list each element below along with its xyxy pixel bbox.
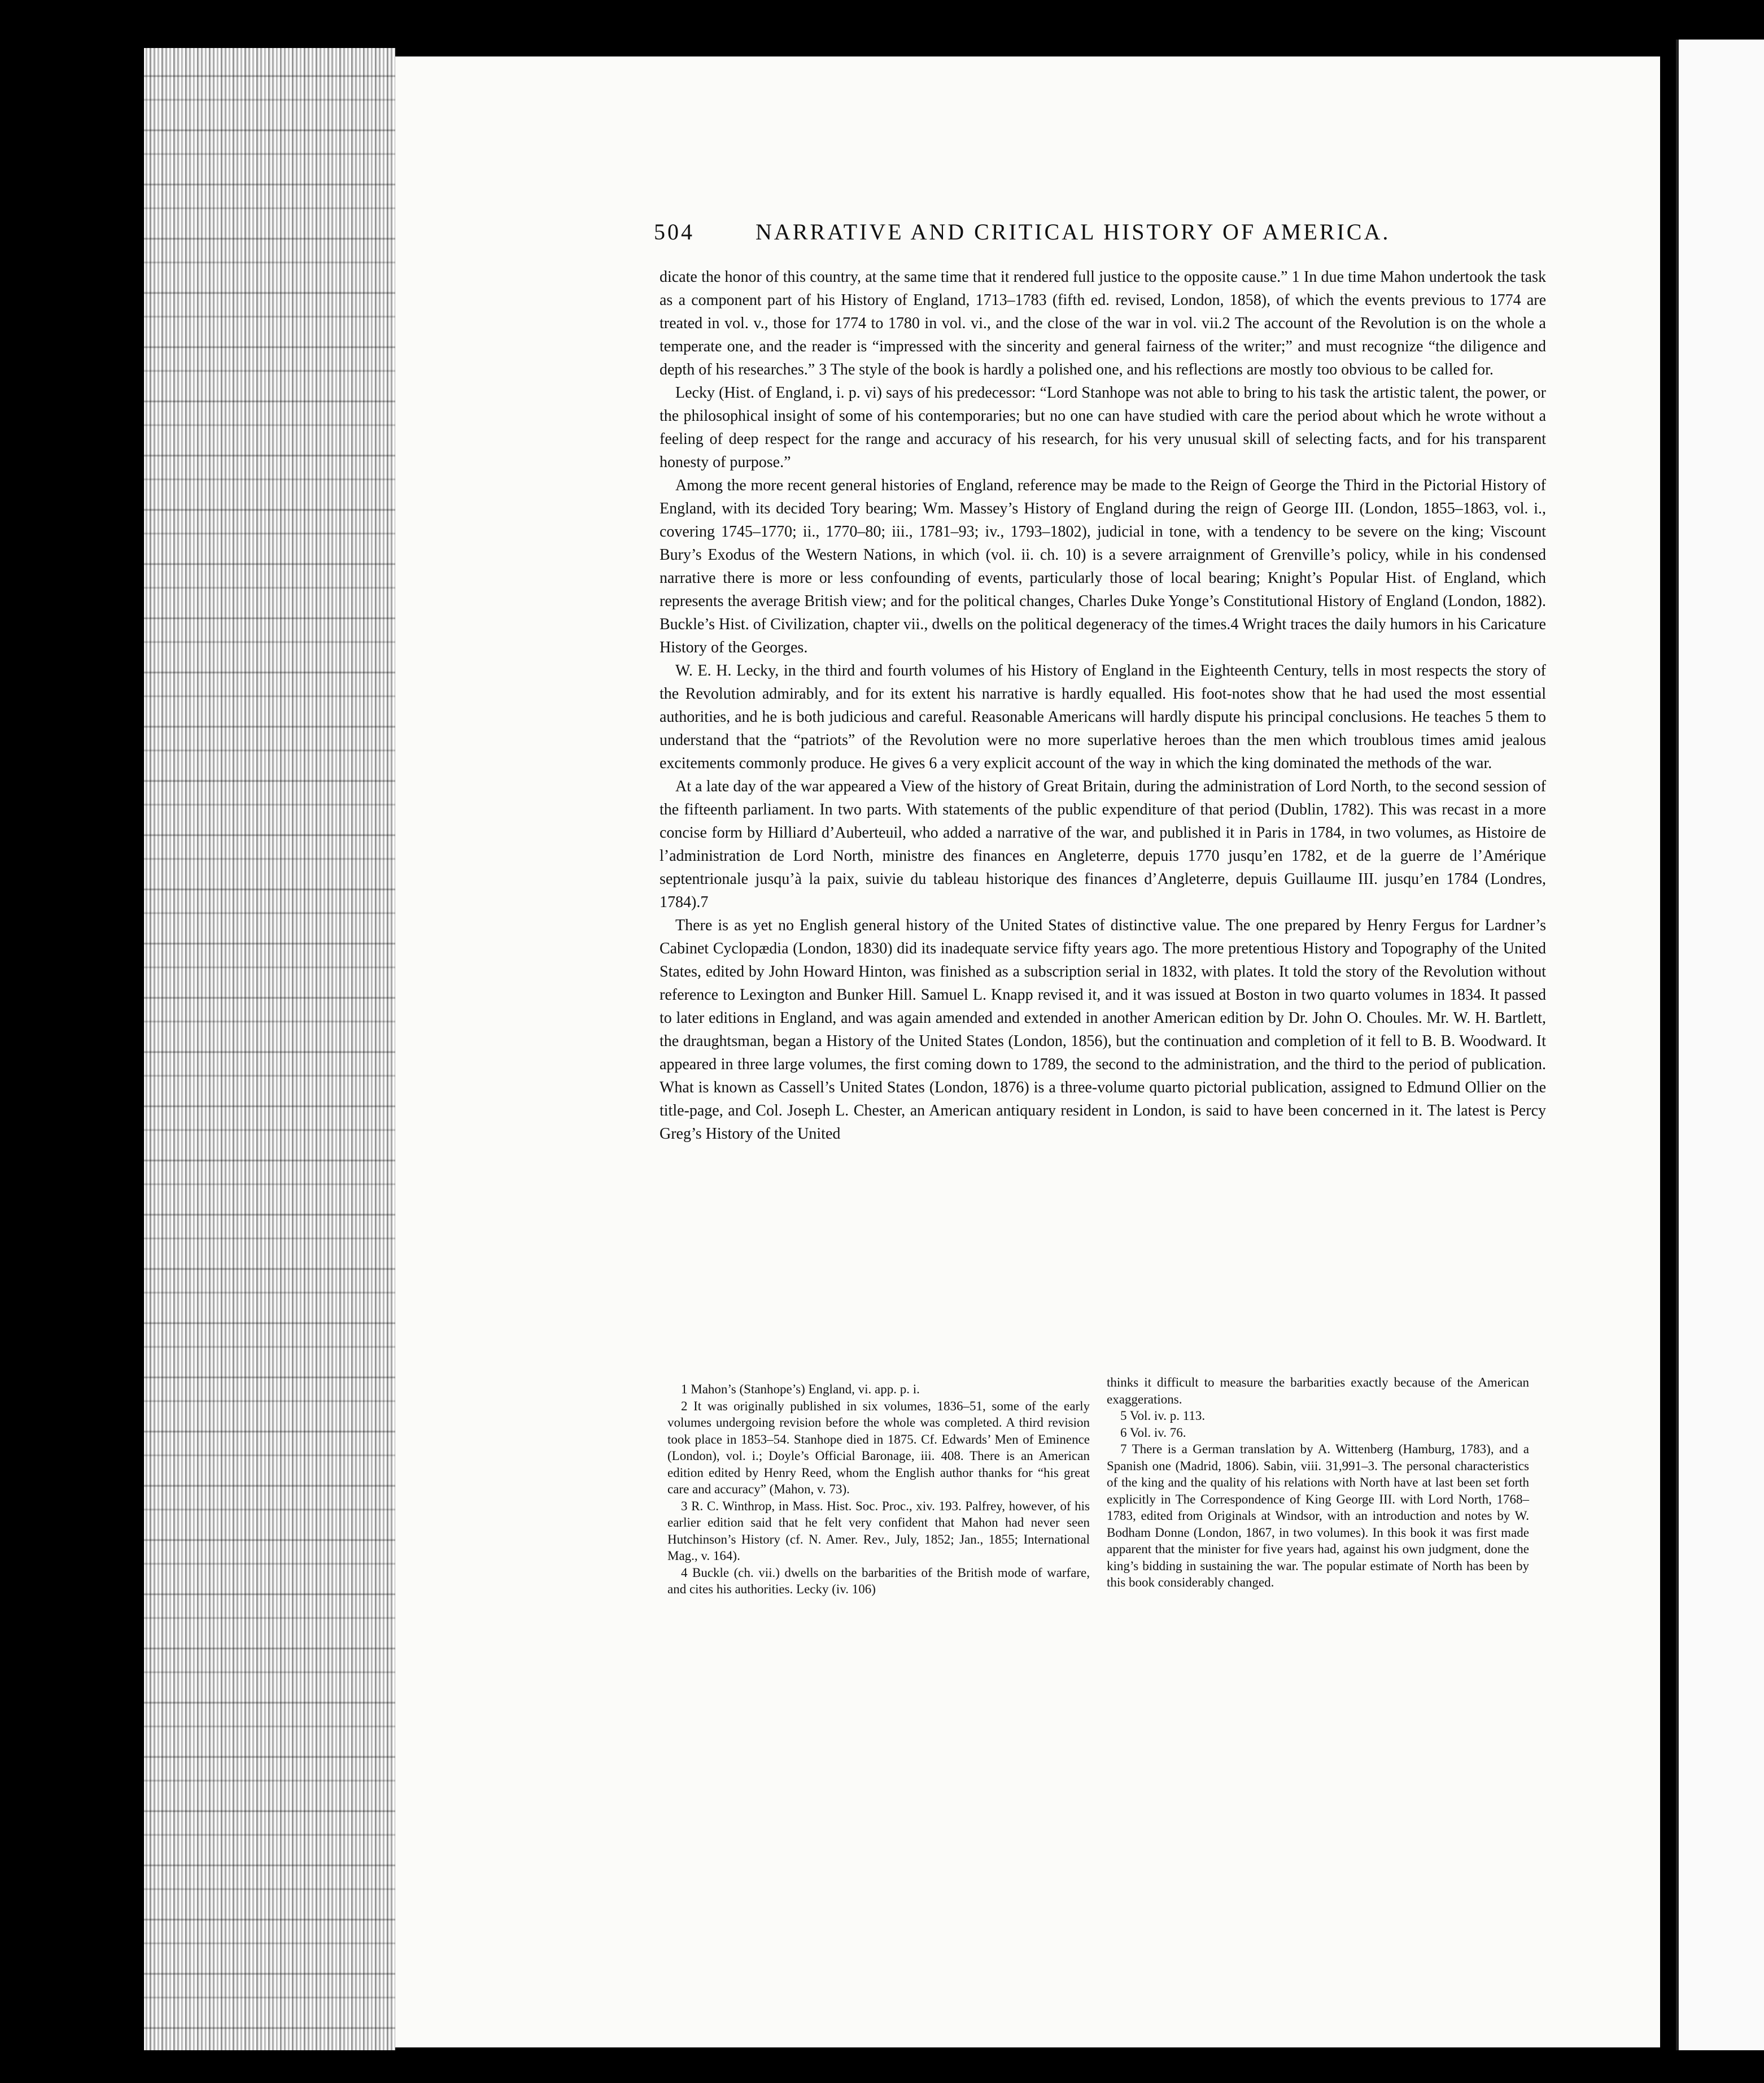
book-page-edges — [144, 48, 395, 2050]
footnote: 4 Buckle (ch. vii.) dwells on the barbarities of the British mode of warfare, and cites his authorities. Lecky (iv. 106) — [667, 1565, 1090, 1596]
footnote: 3 R. C. Winthrop, in Mass. Hist. Soc. Proc., xiv. 193. Palfrey, however, of his earlier edition said that he felt very confident that Mahon had never seen Hutchinson’s History (cf. N. Amer. Rev., July, 1852; Jan., 1855; International Mag., v. 164). — [667, 1498, 1090, 1563]
footnote: 7 There is a German translation by A. Wittenberg (Hamburg, 1783), and a Spanish one (Madrid, 1806). Sabin, viii. 31,991–3. The personal characteristics of the king and the quality of his relations with North have at last been set forth explicitly in The Correspondence of King George III. with Lord North, 1768–1783, edited from Originals at Windsor, with an introduction and notes by W. Bodham Donne (London, 1867, in two volumes). In this book it was first made apparent that the minister for five years had, against his own judgment, done the king’s bidding in sustaining the war. The popular estimate of North has been by this book considerably changed. — [1107, 1442, 1529, 1589]
body-paragraph: There is as yet no English general history of the United States of distinctive value. The one prepared by Henry Fergus for Lardner’s Cabinet Cyclopædia (London, 1830) did its inadequate service fifty years ago. The more pretentious History and Topography of the United States, edited by John Howard Hinton, was finished as a subscription serial in 1832, with plates. It told the story of the Revolution without reference to Lexington and Bunker Hill. Samuel L. Knapp revised it, and it was issued at Boston in two quarto volumes in 1834. It passed to later editions in England, and was again amended and extended in another American edition by Dr. John O. Choules. Mr. W. H. Bartlett, the draughtsman, began a History of the United States (London, 1856), but the continuation and completion of it fell to B. B. Woodward. It appeared in three large volumes, the first coming down to 1789, the second to the administration, and the third to the period of publication. What is known as Cassell’s United States (London, 1876) is a three-volume quarto pictorial publication, assigned to Edmund Ollier on the title-page, and Col. Joseph L. Chester, an American antiquary resident in London, is said to have been concerned in it. The latest is Percy Greg’s History of the United — [660, 917, 1546, 1143]
footnote: 6 Vol. iv. 76. — [1120, 1425, 1186, 1440]
footnote: 5 Vol. iv. p. 113. — [1120, 1409, 1206, 1423]
running-head — [654, 219, 1411, 252]
body-paragraph: At a late day of the war appeared a View of the history of Great Britain, during the administration of Lord North, to the second session of the fifteenth parliament. In two parts. With statements of the public expenditure of that period (Dublin, 1782). This was recast in a more concise form by Hilliard d’Auberteuil, who added a narrative of the war, and published it in Paris in 1784, in two volumes, as Histoire de l’administration de Lord North, ministre des finances en Angleterre, depuis 1770 jusqu’en 1782, et de la guerre de l’Amérique septentrionale jusqu’à la paix, suivie du tableau historique des finances d’Angleterre, depuis Guillaume III. jusqu’en 1784 (Londres, 1784).7 — [660, 778, 1546, 911]
footnotes-left-column — [667, 1381, 1090, 1598]
body-paragraph: Lecky (Hist. of England, i. p. vi) says of his predecessor: “Lord Stanhope was not able to bring to his task the artistic talent, the power, or the philosophical insight of some of his contemporaries; but no one can have studied with care the period about which he wrote without a feeling of deep respect for the range and accuracy of his research, for his very unusual skill of selecting facts, and for his transparent honesty of purpose.” — [660, 384, 1546, 471]
body-paragraph: Among the more recent general histories of England, reference may be made to the Reign of George the Third in the Pictorial History of England, with its decided Tory bearing; Wm. Massey’s History of England during the reign of George III. (London, 1855–1863, vol. i., covering 1745–1770; ii., 1770–80; iii., 1781–93; iv., 1793–1802), judicial in tone, with a tendency to be severe on the king; Viscount Bury’s Exodus of the Western Nations, in which (vol. ii. ch. 10) is a severe arraignment of Grenville’s policy, while in his condensed narrative there is more or less confounding of events, particularly those of local bearing; Knight’s Popular Hist. of England, which represents the average British view; and for the political changes, Charles Duke Yonge’s Constitutional History of England (London, 1882). Buckle’s Hist. of Civilization, chapter vii., dwells on the political degeneracy of the times.4 Wright traces the daily humors in his Caricature History of the Georges. — [660, 477, 1546, 656]
body-paragraph: dicate the honor of this country, at the same time that it rendered full justice to the opposite cause.” 1 In due time Mahon undertook the task as a component part of his History of England, 1713–1783 (fifth ed. revised, London, 1858), of which the events previous to 1774 are treated in vol. v., those for 1774 to 1780 in vol. vi., and the close of the war in vol. vii.2 The account of the Revolution is on the whole a temperate one, and the reader is “impressed with the sincerity and general fairness of the writer;” and must recognize “the diligence and depth of his researches.” 3 The style of the book is hardly a polished one, and his reflections are mostly too obvious to be called for. — [660, 268, 1546, 378]
footnote-continued: thinks it difficult to measure the barbarities exactly because of the American exaggerations. — [1107, 1375, 1529, 1406]
page-number: 504 — [654, 219, 695, 245]
footnotes-right-column — [1107, 1374, 1529, 1591]
footnote: 2 It was originally published in six volumes, 1836–51, some of the early volumes undergoing revision before the whole was completed. A third revision took place in 1853–54. Stanhope died in 1875. Cf. Edwards’ Men of Eminence (London), vol. i.; Doyle’s Official Baronage, iii. 408. There is an American edition edited by Henry Reed, whom the English author thanks for “his great care and accuracy” (Mahon, v. 73). — [667, 1398, 1090, 1496]
footnote: 1 Mahon’s (Stanhope’s) England, vi. app. p. i. — [681, 1382, 920, 1396]
body-text — [660, 265, 1546, 1145]
facing-page-edge — [1676, 40, 1764, 2050]
body-paragraph: W. E. H. Lecky, in the third and fourth volumes of his History of England in the Eighteenth Century, tells in most respects the story of the Revolution admirably, and for its extent his narrative is hardly equalled. His foot-notes show that he had used the most essential authorities, and he is both judicious and careful. Reasonable Americans will hardly dispute his principal conclusions. He teaches 5 them to understand that the “patriots” of the Revolution were no more superlative heroes than the men which troublous times amid jealous excitements commonly produce. He gives 6 a very explicit account of the way in which the king dominated the methods of the war. — [660, 662, 1546, 772]
running-title: NARRATIVE AND CRITICAL HISTORY OF AMERICA. — [756, 219, 1391, 245]
